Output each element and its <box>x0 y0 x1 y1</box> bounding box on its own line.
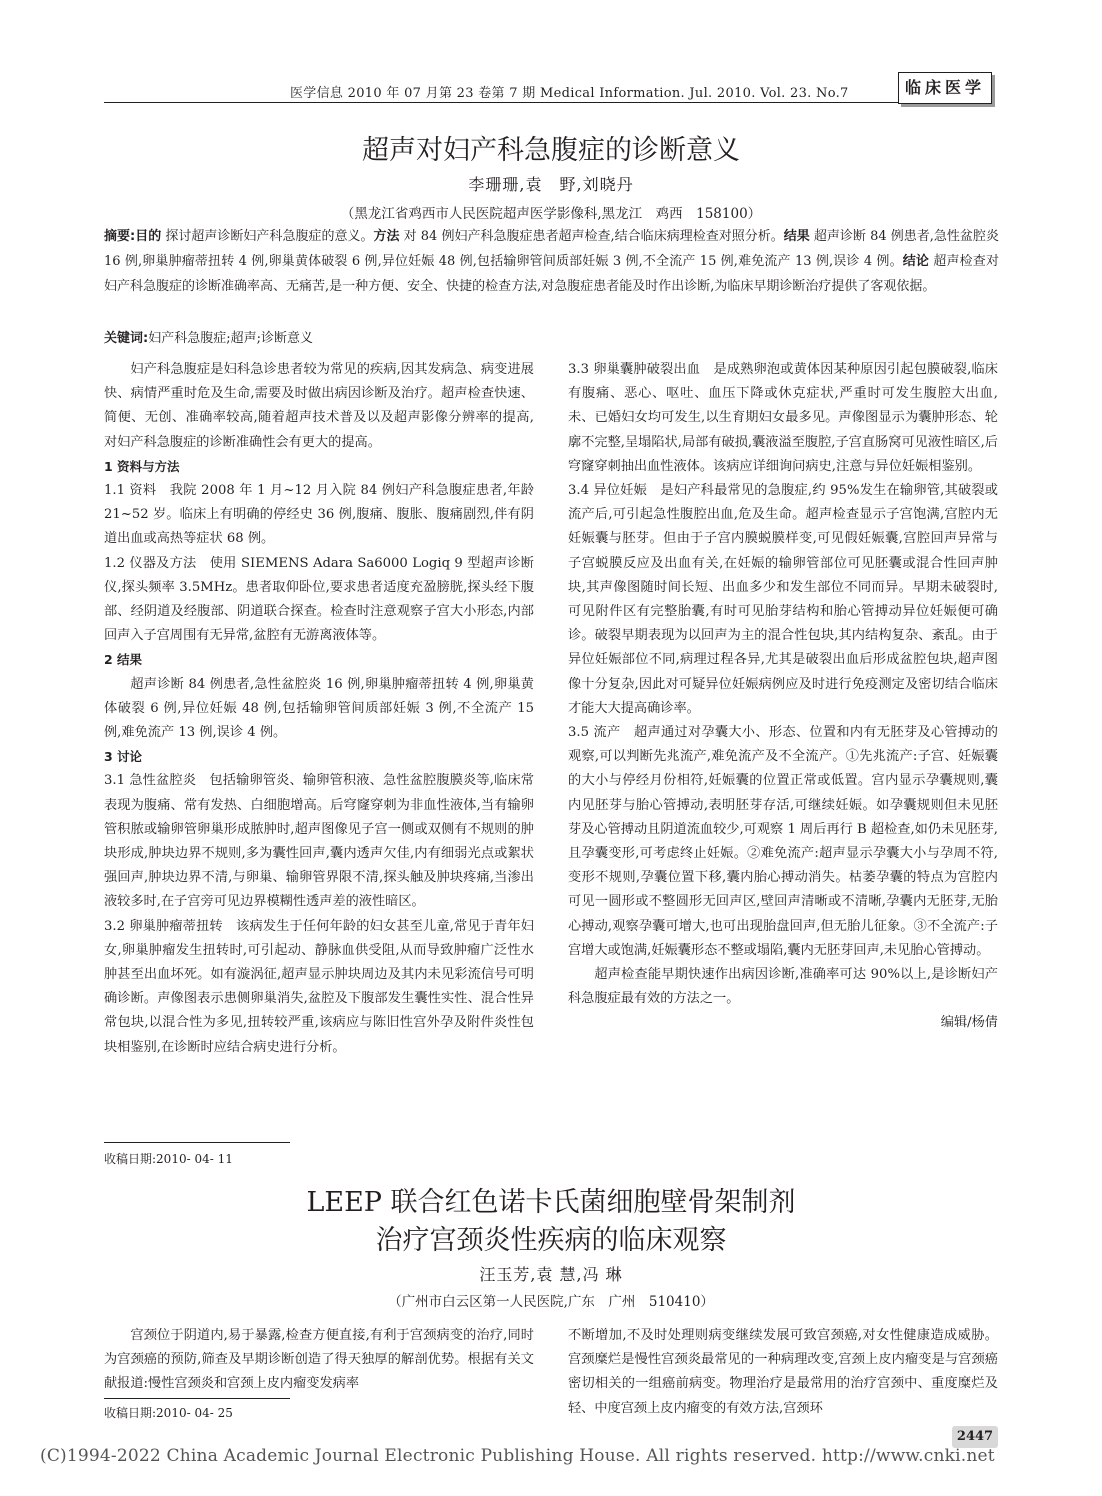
abstract <box>104 224 999 299</box>
paragraph-3-4: 3.4 异位妊娠 是妇产科最常见的急腹症,约 95%发生在输卵管,其破裂或流产后,可引起急性腹腔出血,危及生命。超声检查显示子宫饱满,宫腔内无妊娠囊与胚芽。但由于子宫内膜蜕膜样变,可见假妊娠囊,宫腔回声异常与子宫蜕膜反应及出血有关,在妊娠的输卵管部位可见胚囊或混合性回声肿块,其声像图随时间长短、出血多少和发生部位不同而异。早期未破裂时,可见附件区有完整胎囊,有时可见胎芽结构和胎心管搏动异位妊娠便可确诊。破裂早期表现为以回声为主的混合性包块,其内结构复杂、紊乱。由于异位妊娠部位不同,病理过程各异,尤其是破裂出血后形成盆腔包块,超声图像十分复杂,因此对可疑异位妊娠病例应及时进行免疫测定及密切结合临床才能大大提高确诊率。 <box>568 483 998 716</box>
paragraph-3-5: 3.5 流产 超声通过对孕囊大小、形态、位置和内有无胚芽及心管搏动的观察,可以判断先兆流产,难免流产及不全流产。①先兆流产:子宫、妊娠囊的大小与停经月份相符,妊娠囊的位置正常或低置。宫内显示孕囊规则,囊内见胚芽与胎心管搏动,表明胚芽存活,可继续妊娠。如孕囊规则但未见胚芽及心管搏动且阴道流血较少,可观察 1 周后再行 B 超检查,如仍未见胚芽,且孕囊变形,可考虑终止妊娠。②难免流产:超声显示孕囊大小与孕周不符,变形不规则,孕囊位置下移,囊内胎心搏动消失。枯萎孕囊的特点为宫腔内可见一圆形或不整圆形无回声区,壁回声清晰或不清晰,孕囊内无胚芽,无胎心搏动,观察孕囊可增大,也可出现胎盘回声,但无胎儿征象。③不全流产:子宫增大或饱满,妊娠囊形态不整或塌陷,囊内无胚芽回声,未见胎心管搏动。 <box>568 725 998 958</box>
article2-authors: 汪玉芳,袁 慧,冯 琳 <box>479 1265 623 1284</box>
paragraph-3-1: 3.1 急性盆腔炎 包括输卵管炎、输卵管积液、急性盆腔腹膜炎等,临床常表现为腹痛、常有发热、白细胞增高。后穹窿穿刺为非血性液体,当有输卵管积脓或输卵管卵巢形成脓肿时,超声图像见子宫一侧或双侧有不规则的肿块形成,肿块边界不规则,多为囊性回声,囊内透声欠佳,内有细弱光点或絮状强回声,肿块边界不清,与卵巢、输卵管界限不清,探头触及肿块疼痛,当渗出液较多时,在子宫旁可见边界模糊性透声差的液性暗区。 <box>104 773 534 910</box>
page-number: 2447 <box>952 1426 998 1448</box>
conclusion-label: 结论 <box>902 254 930 269</box>
keywords-text: 妇产科急腹症;超声;诊断意义 <box>148 331 313 346</box>
article2-title-line1: LEEP 联合红色诺卡氏菌细胞壁骨架制剂 <box>306 1187 796 1218</box>
footnote-rule <box>104 1398 290 1399</box>
result-label: 结果 <box>783 229 810 244</box>
article2-right-column <box>568 1324 998 1421</box>
section-heading: 3 讨论 <box>104 749 143 765</box>
conclusion-text: 超声检查对妇产科急腹症的诊断准确率高、无痛苦,是一种方便、安全、快捷的检查方法,对急腹症患者能及时作出诊断,为临床早期诊断治疗提供了客观依据。 <box>104 254 999 294</box>
conclusion-paragraph: 超声检查能早期快速作出病因诊断,准确率可达 90%以上,是诊断妇产科急腹症最有效的方法之一。 <box>568 967 998 1007</box>
abstract-label: 摘要: <box>104 229 136 244</box>
article2-right-text: 不断增加,不及时处理则病变继续发展可致宫颈癌,对女性健康造成威胁。宫颈糜烂是慢性宫颈炎最常见的一种病理改变,宫颈上皮内瘤变是与宫颈癌密切相关的一组癌前病变。物理治疗是最常用的治疗宫颈中、重度糜烂及轻、中度宫颈上皮内瘤变的有效方法,宫颈环 <box>568 1328 998 1416</box>
article-authors: 李珊珊,袁 野,刘晓丹 <box>468 175 634 194</box>
right-column <box>568 358 998 1036</box>
paragraph-3-3: 3.3 卵巢囊肿破裂出血 是成熟卵泡或黄体因某种原因引起包膜破裂,临床有腹痛、恶心、呕吐、血压下降或休克症状,严重时可发生腹腔大出血,未、已婚妇女均可发生,以生育期妇女最多见。声像图显示为囊肿形态、轮廓不完整,呈塌陷状,局部有破损,囊液溢至腹腔,子宫直肠窝可见液性暗区,后穹窿穿刺抽出血性液体。该病应详细询问病史,注意与异位妊娠相鉴别。 <box>568 362 998 474</box>
intro-paragraph: 妇产科急腹症是妇科急诊患者较为常见的疾病,因其发病急、病变进展快、病情严重时危及生命,需要及时做出病因诊断及治疗。超声检查快速、简便、无创、准确率较高,随着超声技术普及以及超声影像分辨率的提高,对妇产科急腹症的诊断准确性会有更大的提高。 <box>104 362 534 450</box>
article-title: 超声对妇产科急腹症的诊断意义 <box>362 135 740 166</box>
editor-note: 编辑/杨倩 <box>940 1015 998 1031</box>
paragraph-1-1: 1.1 资料 我院 2008 年 1 月~12 月入院 84 例妇产科急腹症患者,年龄 21~52 岁。临床上有明确的停经史 36 例,腹痛、腹胀、腹痛剧烈,伴有阴道出血或高热等症状 68 例。 <box>104 483 534 547</box>
article-affiliation: （黑龙江省鸡西市人民医院超声医学影像科,黑龙江 鸡西 158100） <box>340 206 762 222</box>
paragraph-3-2: 3.2 卵巢肿瘤蒂扭转 该病发生于任何年龄的妇女甚至儿童,常见于青年妇女,卵巢肿瘤发生扭转时,可引起动、静脉血供受阻,从而导致肿瘤广泛性水肿甚至出血坏死。如有漩涡征,超声显示肿块周边及其内未见彩流信号可明确诊断。声像图表示患侧卵巢消失,盆腔及下腹部发生囊性实性、混合性异常包块,以混合性为多见,扭转较严重,该病应与陈旧性宫外孕及附件炎性包块相鉴别,在诊断时应结合病史进行分析。 <box>104 918 534 1055</box>
method-text: 对 84 例妇产科急腹症患者超声检查,结合临床病理检查对照分析。 <box>403 229 784 244</box>
results-paragraph: 超声诊断 84 例患者,急性盆腔炎 16 例,卵巢肿瘤蒂扭转 4 例,卵巢黄体破裂 6 例,异位妊娠 48 例,包括输卵管间质部妊娠 3 例,不全流产 15 例,难免流产 13 例,误诊 4 例。 <box>104 676 534 741</box>
result-text: 超声诊断 84 例患者,急性盆腔炎 16 例,卵巢肿瘤蒂扭转 4 例,卵巢黄体破裂 6 例,异位妊娠 48 例,包括输卵管间质部妊娠 3 例,不全流产 15 例,难免流产 13 例,误诊 4 例。 <box>104 229 999 269</box>
keywords <box>104 326 999 351</box>
article2-affiliation: （广州市白云区第一人民医院,广东 广州 510410） <box>388 1294 714 1310</box>
journal-header: 医学信息 2010 年 07 月第 23 卷第 7 期 Medical Information. Jul. 2010. Vol. 23. No.7 <box>290 86 849 101</box>
article2-received-date: 收稿日期:2010- 04- 25 <box>104 1406 233 1420</box>
header-rule <box>104 102 902 103</box>
section-heading: 1 资料与方法 <box>104 458 180 474</box>
footnote-rule <box>104 1142 290 1143</box>
copyright-footer: (C)1994-2022 China Academic Journal Electronic Publishing House. All rights reserved. http://www.cnki.net <box>40 1446 995 1466</box>
received-date: 收稿日期:2010- 04- 11 <box>104 1152 233 1166</box>
left-column <box>104 358 534 1060</box>
objective-label: 目的 <box>135 229 162 244</box>
article2-title-line2: 治疗宫颈炎性疾病的临床观察 <box>375 1225 727 1256</box>
objective-text: 探讨超声诊断妇产科急腹症的意义。 <box>165 229 374 244</box>
section-label: 临床医学 <box>898 72 992 104</box>
keywords-label: 关键词: <box>104 331 149 346</box>
paragraph-1-2: 1.2 仪器及方法 使用 SIEMENS Adara Sa6000 Logiq 9 型超声诊断仪,探头频率 3.5MHz。患者取仰卧位,要求患者适度充盈膀胱,探头经下腹部、经阴道及经腹部、阴道联合探查。检查时注意观察子宫大小形态,内部回声入子宫周围有无异常,盆腔有无游离液体等。 <box>104 555 534 644</box>
section-heading: 2 结果 <box>104 652 143 668</box>
method-label: 方法 <box>373 229 400 244</box>
article2-left-column <box>104 1324 534 1397</box>
article2-left-text: 宫颈位于阴道内,易于暴露,检查方便直接,有利于宫颈病变的治疗,同时为宫颈癌的预防,筛查及早期诊断创造了得天独厚的解剖优势。根据有关文献报道:慢性宫颈炎和宫颈上皮内瘤变发病率 <box>104 1328 534 1392</box>
